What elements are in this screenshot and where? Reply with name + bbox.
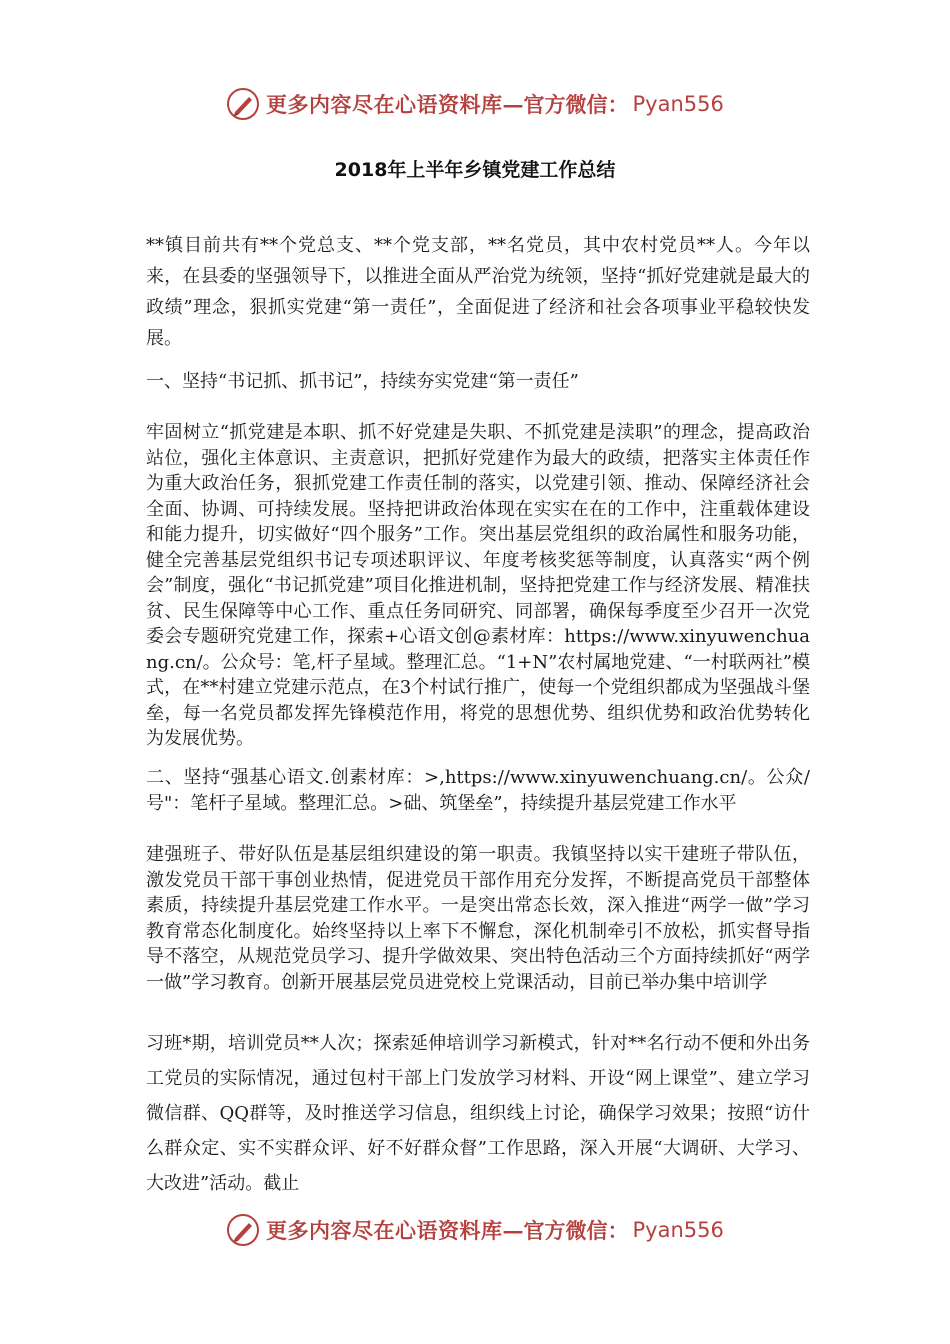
watermark-id: Pyan556 xyxy=(632,92,724,116)
section-body-2-continued: 习班*期，培训党员**人次；探索延伸培训学习新模式，针对**名行动不便和外出务工党员的实际情况，通过包村干部上门发放学习材料、开设“网上课堂”、建立学习微信群、QQ群等，及时推送学习信息，组织线上讨论，确保学习效果；按照“访什么群众定、实不实群众评、好不好群众督”工作思路，深入开展“大调研、大学习、大改进”活动。截止 xyxy=(146,1033,810,1194)
section-body-1: 牢固树立“抓党建是本职、抓不好党建是失职、不抓党建是渎职”的理念，提高政治站位，强化主体意识、主责意识，把抓好党建作为最大的政绩，把落实主体责任作为重大政治任务，狠抓党建工作责任制的落实，以党建引领、推动、保障经济社会全面、协调、可持续发展。坚持把讲政治体现在实实在在的工作中，注重载体建设和能力提升，切实做好“四个服务”工作。突出基层党组织的政治属性和服务功能，健全完善基层党组织书记专项述职评议、年度考核奖惩等制度，认真落实“两个例会”制度，强化“书记抓党建”项目化推进机制，坚持把党建工作与经济发展、精准扶贫、民生保障等中心工作、重点任务同研究、同部署，确保每季度至少召开一次党委会专题研究党建工作，探索+心语文创@素材库：https://www.xinyuwenchuang.cn/。公众号：笔,杆子星域。整理汇总。“1+N”农村属地党建、“一村联两社”模式，在**村建立党建示范点，在3个村试行推广，使每一个党组织都成为坚强战斗堡垒，每一名党员都发挥先锋模范作用，将党的思想优势、组织优势和政治优势转化为发展优势。 xyxy=(146,422,810,749)
watermark-label: 官方微信： xyxy=(523,1218,629,1243)
watermark-text: 更多内容尽在心语资料库 xyxy=(266,1218,503,1243)
intro-paragraph: **镇目前共有**个党总支、**个党支部，**名党员，其中农村党员**人。今年以来，在县委的坚强领导下，以推进全面从严治党为统领，坚持“抓好党建就是最大的政绩”理念，狠抓实党建“第一责任”，全面促进了经济和社会各项事业平稳较快发展。 xyxy=(146,235,810,349)
watermark-header xyxy=(226,82,746,126)
section-heading-1: 一、坚持“书记抓、抓书记”，持续夯实党建“第一责任” xyxy=(146,371,579,392)
watermark-text: 更多内容尽在心语资料库 xyxy=(266,92,503,117)
section-heading-2: 二、坚持“强基心语文.创素材库：>,https://www.xinyuwenchuang.cn/。公众/号"：笔杆子星域。整理汇总。>础、筑堡垒”，持续提升基层党建工作水平 xyxy=(146,767,810,814)
watermark-footer xyxy=(226,1208,746,1252)
document-title: 2018年上半年乡镇党建工作总结 xyxy=(334,159,616,181)
watermark-separator: — xyxy=(502,91,524,117)
watermark-label: 官方微信： xyxy=(523,92,629,117)
watermark-separator: — xyxy=(502,1217,524,1243)
pen-logo-icon xyxy=(226,87,260,121)
section-body-2: 建强班子、带好队伍是基层组织建设的第一职责。我镇坚持以实干建班子带队伍，激发党员干部干事创业热情，促进党员干部作用充分发挥，不断提高党员干部整体素质，持续提升基层党建工作水平。一是突出常态长效，深入推进“两学一做”学习教育常态化制度化。始终坚持以上率下不懈怠，深化机制牵引不放松，抓实督导指导不落空，从规范党员学习、提升学做效果、突出特色活动三个方面持续抓好“两学一做”学习教育。创新开展基层党员进党校上党课活动，目前已举办集中培训学 xyxy=(146,844,810,993)
pen-logo-icon xyxy=(226,1213,260,1247)
watermark-id: Pyan556 xyxy=(632,1218,724,1242)
